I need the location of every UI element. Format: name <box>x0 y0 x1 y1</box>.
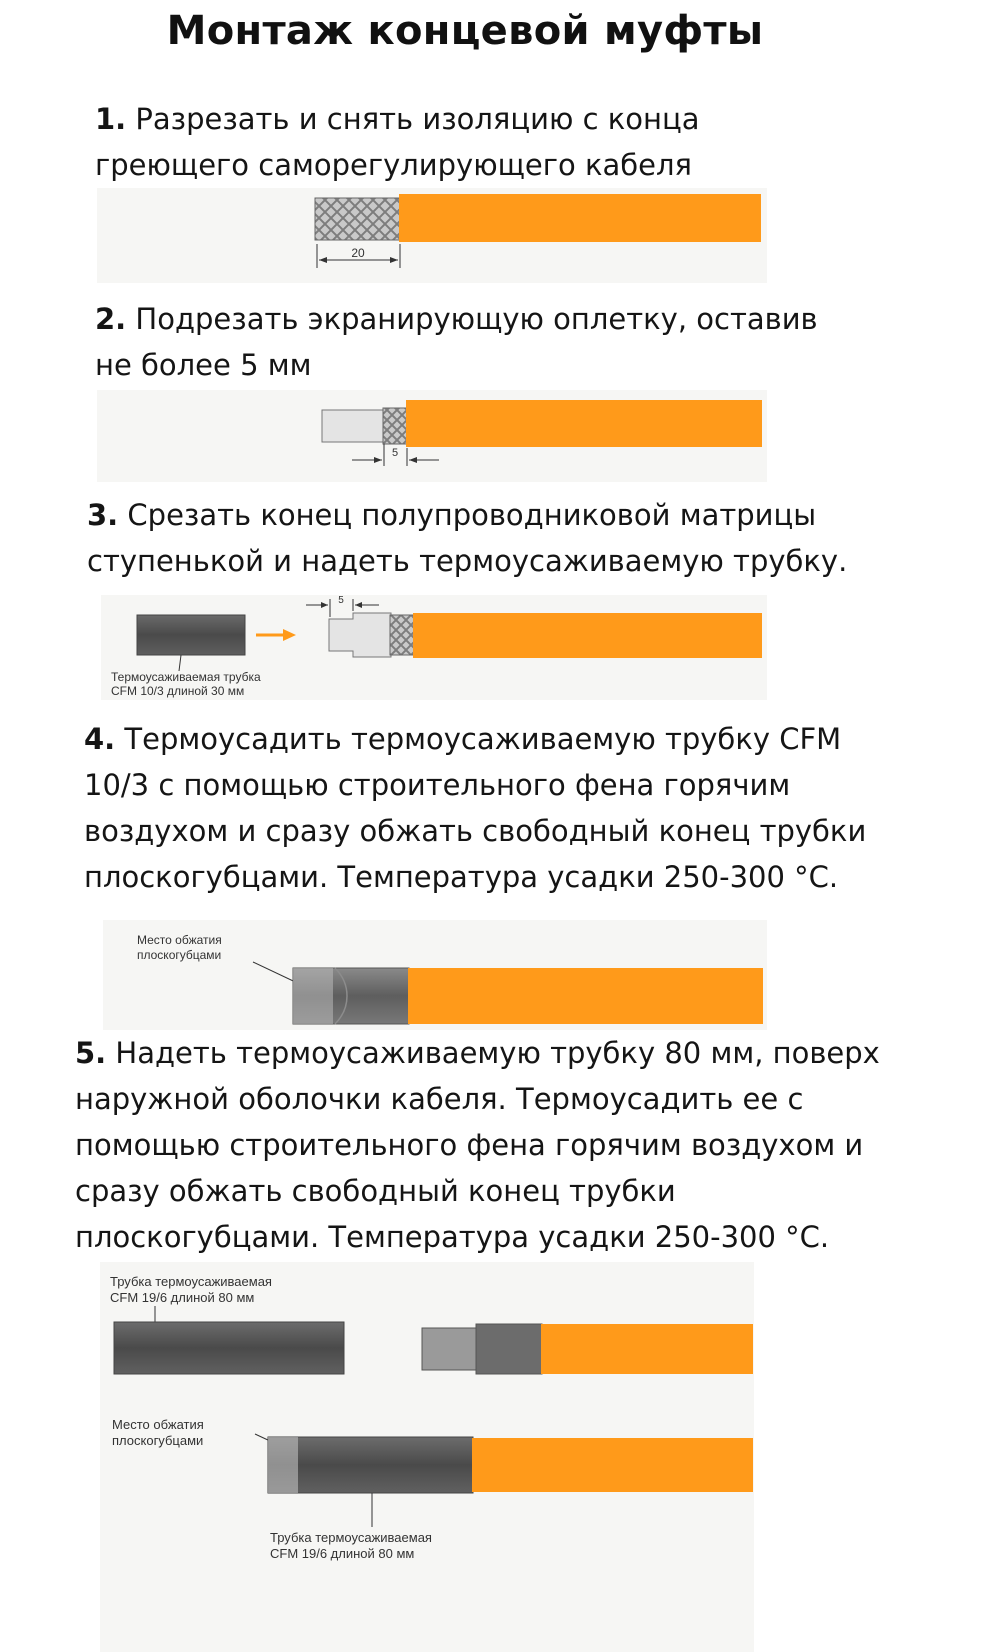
step-1-line-1: Разрезать и снять изоляцию с конца <box>135 102 700 136</box>
dim-5-label: 5 <box>391 447 399 459</box>
step-2 <box>95 296 935 388</box>
tube-label-top-line-1: Трубка термоусаживаемая <box>110 1274 272 1289</box>
page-title: Монтаж концевой муфты <box>166 8 764 54</box>
tube-over-sheath <box>476 1324 542 1374</box>
orange-cable <box>413 613 762 658</box>
step-5-line-1: Надеть термоусаживаемую трубку 80 мм, поверх <box>115 1036 880 1070</box>
crimp-label-line-2: плоскогубцами <box>112 1433 204 1448</box>
orange-cable <box>472 1438 753 1492</box>
step-5-line-2: наружной оболочки кабеля. Термоусадить ее с <box>75 1082 804 1116</box>
matrix-section <box>322 410 384 442</box>
figure-4 <box>103 920 767 1030</box>
step-4 <box>84 716 984 900</box>
figure-5 <box>100 1262 754 1652</box>
step-5 <box>75 1030 985 1260</box>
step-3-line-1: Срезать конец полупроводниковой матрицы <box>127 498 817 532</box>
step-2-number: 2. <box>95 302 127 336</box>
final-crimped-end <box>268 1437 298 1493</box>
step-1-number: 1. <box>95 102 127 136</box>
shrink-tube-80mm <box>114 1322 344 1374</box>
figure-3 <box>101 595 767 700</box>
orange-cable <box>541 1324 753 1374</box>
step-4-line-1: Термоусадить термоусаживаемую трубку CFM <box>124 722 842 756</box>
step-2-line-1: Подрезать экранирующую оплетку, оставив <box>135 302 818 336</box>
step-3-line-2: ступенькой и надеть термоусаживаемую трубку. <box>87 544 848 578</box>
final-tube <box>268 1437 473 1493</box>
step-4-line-3: воздухом и сразу обжать свободный конец трубки <box>84 814 867 848</box>
tube-label-bottom-line-1: Трубка термоусаживаемая <box>270 1530 432 1545</box>
step-5-number: 5. <box>75 1036 107 1070</box>
crimped-end <box>293 968 333 1024</box>
orange-cable <box>399 194 761 242</box>
crimp-label-line-1: Место обжатия <box>137 933 222 947</box>
tube-label-top-line-2: CFM 19/6 длиной 80 мм <box>110 1290 255 1305</box>
step-1 <box>95 96 915 188</box>
stepped-matrix <box>329 613 391 657</box>
dim-5-label: 5 <box>338 595 344 606</box>
orange-cable <box>408 968 763 1024</box>
inner-tube-end <box>422 1328 482 1370</box>
step-5-line-3: помощью строительного фена горячим воздухом и <box>75 1128 864 1162</box>
step-5-line-5: плоскогубцами. Температура усадки 250-300 °С. <box>75 1220 830 1254</box>
braid-section <box>315 198 401 240</box>
step-4-number: 4. <box>84 722 116 756</box>
orange-cable <box>406 400 762 447</box>
crimp-label-line-2: плоскогубцами <box>137 948 222 962</box>
braid-section <box>383 408 407 444</box>
tube-label-line-1: Термоусаживаемая трубка <box>111 670 261 684</box>
step-3 <box>87 492 967 584</box>
step-1-line-2: греющего саморегулирующего кабеля <box>95 148 692 182</box>
step-3-number: 3. <box>87 498 119 532</box>
step-4-line-4: плоскогубцами. Температура усадки 250-300 °С. <box>84 860 839 894</box>
braid-section <box>390 615 414 655</box>
crimp-label-line-1: Место обжатия <box>112 1417 204 1432</box>
shrink-tube <box>137 615 245 655</box>
step-5-line-4: сразу обжать свободный конец трубки <box>75 1174 676 1208</box>
step-2-line-2: не более 5 мм <box>95 348 312 382</box>
figure-2 <box>97 390 767 482</box>
step-4-line-2: 10/3 с помощью строительного фена горячим <box>84 768 791 802</box>
dim-20-label: 20 <box>351 246 365 260</box>
tube-label-line-2: CFM 10/3 длиной 30 мм <box>111 684 245 698</box>
figure-1 <box>97 188 767 283</box>
tube-label-bottom-line-2: CFM 19/6 длиной 80 мм <box>270 1546 415 1561</box>
